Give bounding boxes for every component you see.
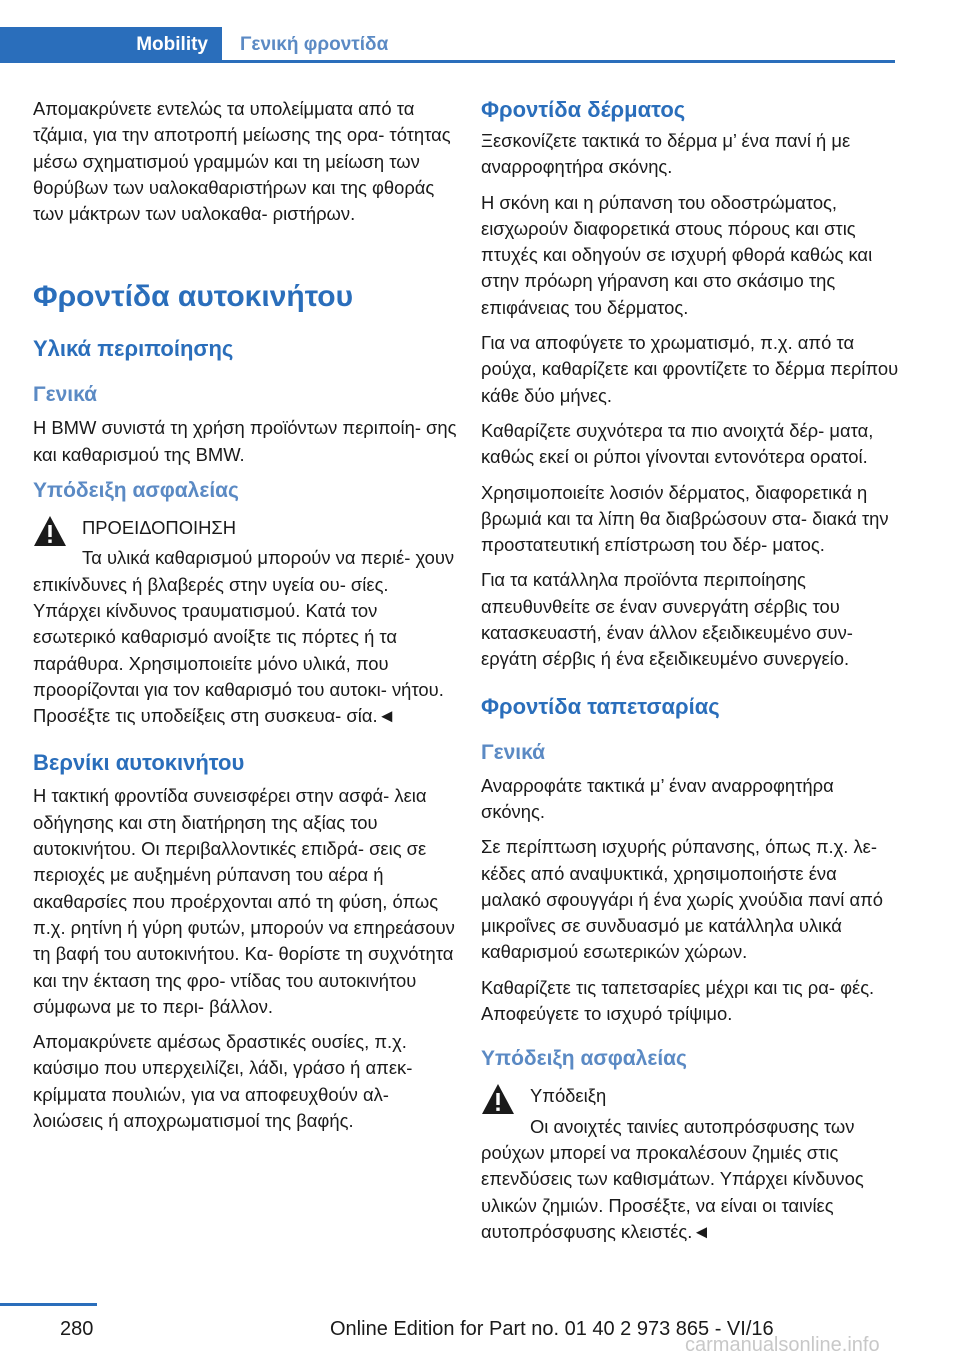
header-tabbar	[0, 27, 895, 63]
right-column	[481, 96, 899, 1254]
heading-care-materials: Υλικά περιποίησης	[33, 336, 234, 362]
note-text: Οι ανοιχτές ταινίες αυτοπρόσφυσης των ρούχων μπορεί να προκαλέσουν ζημιές στις επενδύσεις των καθισμάτων. Υπάρχει κίνδυνος υλικών ζημιών. Προσέξτε, να είναι οι ταινίες αυτοπρόσφυσης κλειστές.◄	[481, 1115, 864, 1242]
leather-paragraph-2: Η σκόνη και η ρύπανση του οδοστρώματος, εισχωρούν διαφορετικά στους πόρους και στις πτυχές και οδηγούν σε ισχυρή φθορά καθώς και στην πρόωρη γήρανση και στο σκάσιμο της επιφάνειας του δέρματος.	[481, 191, 873, 318]
heading-leather-care: Φροντίδα δέρματος	[481, 97, 686, 122]
paint-paragraph-2: Απομακρύνετε αμέσως δραστικές ουσίες, π.χ. καύσιμο που υπερχειλίζει, λάδι, γράσο ή απεκ- κρίμματα πουλιών, για να αποφευχθούν αλ- λοιώσεις ή αποχρωματισμοί της βαφής.	[33, 1031, 413, 1132]
note-box	[481, 1083, 899, 1245]
subheading-general: Γενικά	[33, 383, 98, 407]
note-title: Υπόδειξη	[530, 1085, 607, 1107]
page-number-rule	[0, 1303, 97, 1306]
warning-triangle-icon	[481, 1083, 515, 1115]
paint-paragraph-1: Η τακτική φροντίδα συνεισφέρει στην ασφά- λεια οδήγησης και στη διατήρηση της αξίας του αυτοκινήτου. Οι περιβαλλοντικές επιδρά- σεις σε περιοχές με αυξημένη ρύπανση του αέρα ή ακαθαρσίες που προέρχονται από τη φύση, όπως π.χ. ρητίνη ή γύρη φυτών, μπορούν να επηρεάσουν τη βαφή του αυτοκινήτου. Κα- θορίστε τη συχνότητα και την έκταση της φρο- ντίδας του αυτοκινήτου σύμφωνα με το περι- βάλλον.	[33, 785, 455, 1017]
tab-mobility[interactable]: Mobility	[0, 27, 222, 63]
warning-triangle-icon	[33, 515, 67, 547]
warning-text: Τα υλικά καθαρισμού μπορούν να περιέ- χουν επικίνδυνες ή βλαβερές στην υγεία ου- σίες. Υπάρχει κίνδυνος τραυματισμού. Κατά τον εσωτερικό καθαρισμό ανοίξτε τις πόρτες ή τα παράθυρα. Χρησιμοποιείτε μόνο υλικά, που προορίζονται για τον καθαρισμό του αυτοκι- νήτου. Προσέξτε τις υποδείξεις στη συσκευα- σία.◄	[33, 547, 455, 727]
leather-paragraph-5: Χρησιμοποιείτε λοσιόν δέρματος, διαφορετικά η βρωμιά και τα λίπη θα διαβρώσουν στα- διακά την προστατευτική επίστρωση του δέρ- ματος.	[481, 481, 889, 556]
general-paragraph: Η BMW συνιστά τη χρήση προϊόντων περιποίη- σης και καθαρισμού της BMW.	[33, 417, 457, 465]
section-title: Φροντίδα αυτοκινήτου	[33, 280, 354, 314]
subheading-safety-note-2: Υπόδειξη ασφαλείας	[481, 1047, 687, 1071]
heading-upholstery-care: Φροντίδα ταπετσαρίας	[481, 693, 720, 719]
upholstery-paragraph-2: Σε περίπτωση ισχυρής ρύπανσης, όπως π.χ. λε- κέδες από αναψυκτικά, χρησιμοποιήστε ένα μαλακό σφουγγάρι ή ένα χωρίς χνούδια πανί από μικροΐνες σε συνδυασμό με κατάλληλα υλικά καθαρισμού εσωτερικών χώρων.	[481, 836, 884, 963]
tab-underline	[222, 60, 895, 63]
tab-general-care[interactable]: Γενική φροντίδα	[222, 27, 895, 63]
upholstery-paragraph-1: Αναρροφάτε τακτικά μ’ έναν αναρροφητήρα σκόνης.	[481, 774, 834, 822]
leather-paragraph-6: Για τα κατάλληλα προϊόντα περιποίησης απευθυνθείτε σε έναν συνεργάτη σέρβις του κατασκευαστή, έναν άλλον εξειδικευμένο συν- εργάτη σέρβις ή ένα εξειδικευμένο συνεργείο.	[481, 569, 853, 670]
leather-paragraph-3: Για να αποφύγετε το χρωματισμό, π.χ. από τα ρούχα, καθαρίζετε και φροντίζετε το δέρμα περίπου κάθε δύο μήνες.	[481, 332, 899, 406]
upholstery-paragraph-3: Καθαρίζετε τις ταπετσαρίες μέχρι και τις ρα- φές. Αποφεύγετε το ισχυρό τρίψιμο.	[481, 976, 875, 1025]
leather-paragraph-1: Ξεσκονίζετε τακτικά το δέρμα μ’ ένα πανί ή με αναρροφητήρα σκόνης.	[481, 130, 851, 178]
subheading-general-2: Γενικά	[481, 740, 546, 764]
left-column	[33, 96, 458, 1143]
leather-paragraph-4: Καθαρίζετε συχνότερα τα πιο ανοιχτά δέρ- ματα, καθώς εκεί οι ρύποι γίνονται εντονότερα ορατοί.	[481, 419, 874, 468]
heading-car-paint: Βερνίκι αυτοκινήτου	[33, 750, 245, 776]
warning-box	[33, 515, 458, 729]
warning-title: ΠΡΟΕΙΔΟΠΟΙΗΣΗ	[82, 517, 237, 539]
edition-footer: Online Edition for Part no. 01 40 2 973 865 - VI/16	[330, 1318, 774, 1340]
intro-paragraph: Απομακρύνετε εντελώς τα υπολείμματα από τα τζάμια, για την αποτροπή μείωσης της ορα- τότητας μέσω σχηματισμού γραμμών και τη μείωση των θορύβων των υαλοκαθαριστήρων και της φθοράς των μάκτρων των υαλοκαθα- ριστήρων.	[33, 98, 451, 225]
subheading-safety-note: Υπόδειξη ασφαλείας	[33, 479, 239, 503]
page-number: 280	[60, 1318, 94, 1340]
watermark: carmanualsonline.info	[685, 1334, 880, 1356]
